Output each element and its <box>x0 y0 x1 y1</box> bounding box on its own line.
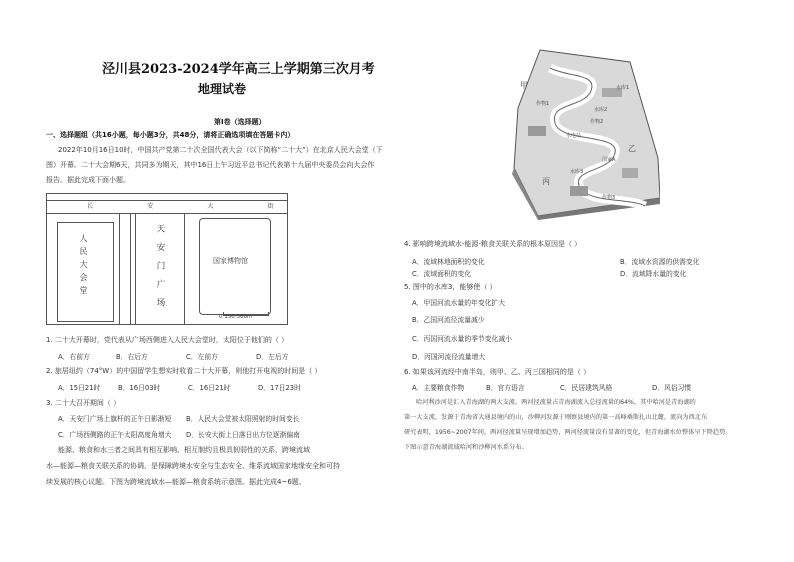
q4-option-b[interactable]: B．流域水资源的供需变化 <box>620 258 700 266</box>
exam-subtitle: 地理试卷 <box>198 82 247 96</box>
passage3-line: 研究表明，1956~2007年间，两河径流量呈现增加趋势，两河径流量没有显著的变化，但青海湖水位整体呈下降趋势。 <box>404 429 732 436</box>
river-basin-svg <box>510 48 660 220</box>
q3-option-d[interactable]: D．长安大街上日落日出方位逐渐偏南 <box>186 431 300 439</box>
q4-option-d[interactable]: D．流域降水量的变化 <box>620 270 687 278</box>
question-6-stem: 6. 如果该河流经中南半岛，则甲、乙、丙三国相同的是（ ） <box>404 368 591 376</box>
museum-block <box>199 218 271 315</box>
q5-option-c[interactable]: C．丙国河流水量的季节变化减小 <box>412 335 512 343</box>
q1-option-d[interactable]: D．左后方 <box>256 353 289 361</box>
q1-option-a[interactable]: A．右前方 <box>58 353 90 361</box>
diagram-label-yi: 乙 <box>628 144 636 153</box>
q5-option-d[interactable]: D．丙国河流径流量增大 <box>412 353 486 361</box>
q1-option-c[interactable]: C．左前方 <box>186 353 218 361</box>
square-label: 天安门广场 <box>155 224 165 317</box>
museum-label: 国家博物馆 <box>213 257 248 265</box>
q6-option-c[interactable]: C．民居建筑风格 <box>560 384 613 392</box>
passage3-line: 下图示意青海湖流域哈河和沙柳河水系分布。 <box>404 444 528 451</box>
q3-option-a[interactable]: A．天安门广场上旗杆的正午日影渐短 <box>58 415 172 423</box>
section-heading: 第Ⅰ卷（选择题） <box>214 118 266 126</box>
q2-option-b[interactable]: B．16日03时 <box>118 384 161 392</box>
q6-option-b[interactable]: B．官方语言 <box>486 384 525 392</box>
question-4-stem: 4. 影响跨境流域水-能源-粮食关联关系的根本原因是（ ） <box>404 240 582 248</box>
diagram-label-jia: 甲 <box>520 81 528 90</box>
q3-option-b[interactable]: B．人民大会堂被太阳照射的时间变长 <box>186 415 300 423</box>
section-instruction: 一、选择题组（共16小题，每小题3分，共48分，请将正确选项填在答题卡内） <box>46 131 295 139</box>
west-road <box>119 214 131 324</box>
q5-option-b[interactable]: B．乙国河流径流量减少 <box>412 316 485 324</box>
river-basin-diagram <box>510 48 660 220</box>
passage-line: 图）开幕。二十大会期6天，共同多为期天，其中16日上午习近平总书记代表第十九届中央委员会向大会作 <box>46 161 375 169</box>
q1-option-b[interactable]: B．右后方 <box>116 353 148 361</box>
diagram-label-crop2: 作物2 <box>590 119 604 125</box>
diagram-label-crop1: 作物1 <box>536 101 550 107</box>
q3-option-c[interactable]: C．广场西侧路的正午太阳高度角增大 <box>58 431 172 439</box>
passage2-line: 水—能源—粮食关联关系的协调，是保障跨境水安全与生态安全、维系流域国家地缘安全和可持 <box>46 462 340 470</box>
q4-option-c[interactable]: C．流域面积的变化 <box>412 270 472 278</box>
exam-title: 泾川县2023-2024学年高三上学期第三次月考 <box>102 62 375 77</box>
q6-option-d[interactable]: D．风俗习惯 <box>652 384 692 392</box>
q6-option-a[interactable]: A．主要粮食作物 <box>412 384 465 392</box>
scale-label: 0 150 300m <box>219 314 253 320</box>
q2-option-c[interactable]: C．16日21时 <box>188 384 231 392</box>
diagram-label-hydropower: 水电站 <box>566 133 582 139</box>
passage2-line: 能源、粮食和水三者之间具有相互影响、相互制约且极具韧弱性的关系，跨境流域 <box>58 446 310 454</box>
diagram-label-reservoir3: 水库3 <box>570 169 584 175</box>
diagram-label-reservoir2: 水库2 <box>594 107 608 113</box>
diagram-label-crop3: 作物3 <box>602 195 616 201</box>
passage3-line: 哈河利沙河是汇入青海湖的两大支流。两河径流量占青海湖流入总径流量的64%，其中哈河是青海湖的 <box>416 399 696 406</box>
diagram-label-bing: 丙 <box>542 177 550 186</box>
great-hall-label: 人民大会堂 <box>79 234 88 299</box>
passage-line: 报告。据此完成下面小题。 <box>46 176 130 184</box>
question-3-stem: 3. 二十大召开期间（ ） <box>46 399 121 407</box>
diagram-label-country-a: 国家A <box>602 157 616 163</box>
diagram-label-reservoir1: 水库1 <box>616 85 630 91</box>
passage3-line: 第一大支流，发源于青海省大通县境内的山，沙柳河发源于刚察县境内的第一高峰桑斯扎山北麓，流向为西北东 <box>404 414 708 421</box>
q2-option-d[interactable]: D．17日23时 <box>258 384 301 392</box>
street-label: 长 安 大 街 <box>87 203 300 210</box>
question-2-stem: 2. 旅居纽约（74°W）的中国留学生想实时收看二十大开幕，则他打开电视的时间是（ ） <box>46 367 322 375</box>
q4-option-a[interactable]: A．流域林地面积的变化 <box>412 258 485 266</box>
question-1-stem: 1. 二十大开幕时，党代表从广场西侧进入人民大会堂时，太阳位于他们的（ ） <box>46 336 289 344</box>
passage-line: 2022年10月16日10时，中国共产党第二十次全国代表大会（以下简称“二十大”）在北京人民大会堂（下 <box>58 146 383 154</box>
passage2-line: 续发展的核心议题。下图为跨境流域水—能源—粮食系统示意图。据此完成4~6题。 <box>46 478 306 486</box>
question-5-stem: 5. 图中的水库3，能够使（ ） <box>404 283 497 291</box>
q5-option-a[interactable]: A．甲国河流水量的年变化扩大 <box>412 299 506 307</box>
q2-option-a[interactable]: A．15日21时 <box>58 384 101 392</box>
tiananmen-map <box>46 193 300 325</box>
